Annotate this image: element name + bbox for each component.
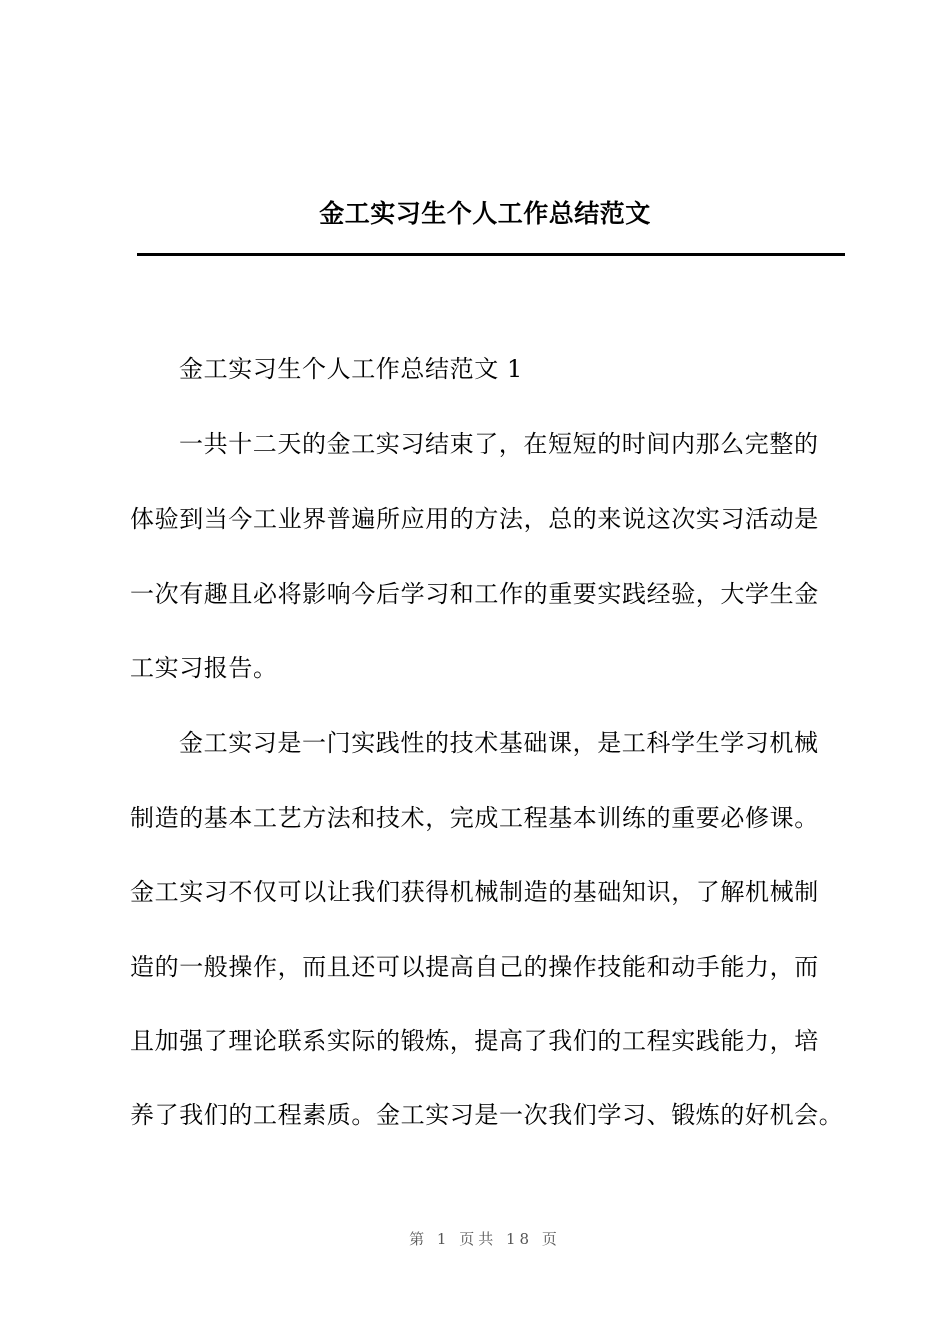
paragraph-line: 一共十二天的金工实习结束了，在短短的时间内那么完整的: [179, 430, 819, 458]
document-title: 金工实习生个人工作总结范文: [319, 199, 651, 228]
page-number-footer: 第 1 页共 18 页: [409, 1230, 561, 1248]
paragraph-line: 体验到当今工业界普遍所应用的方法，总的来说这次实习活动是: [130, 505, 819, 533]
title-divider: [137, 253, 845, 256]
paragraph-line: 金工实习不仅可以让我们获得机械制造的基础知识，了解机械制: [130, 878, 819, 906]
paragraph-line: 金工实习是一门实践性的技术基础课，是工科学生学习机械: [179, 729, 819, 757]
paragraph-line: 工实习报告。: [130, 654, 278, 682]
section-heading: 金工实习生个人工作总结范文 1: [179, 355, 523, 383]
paragraph-line: 造的一般操作，而且还可以提高自己的操作技能和动手能力，而: [130, 953, 819, 981]
paragraph-line: 制造的基本工艺方法和技术，完成工程基本训练的重要必修课。: [130, 804, 819, 832]
paragraph-line: 且加强了理论联系实际的锻炼，提高了我们的工程实践能力，培: [130, 1027, 819, 1055]
paragraph-line: 一次有趣且必将影响今后学习和工作的重要实践经验，大学生金: [130, 580, 819, 608]
paragraph-line: 养了我们的工程素质。金工实习是一次我们学习、锻炼的好机会。: [130, 1101, 844, 1129]
